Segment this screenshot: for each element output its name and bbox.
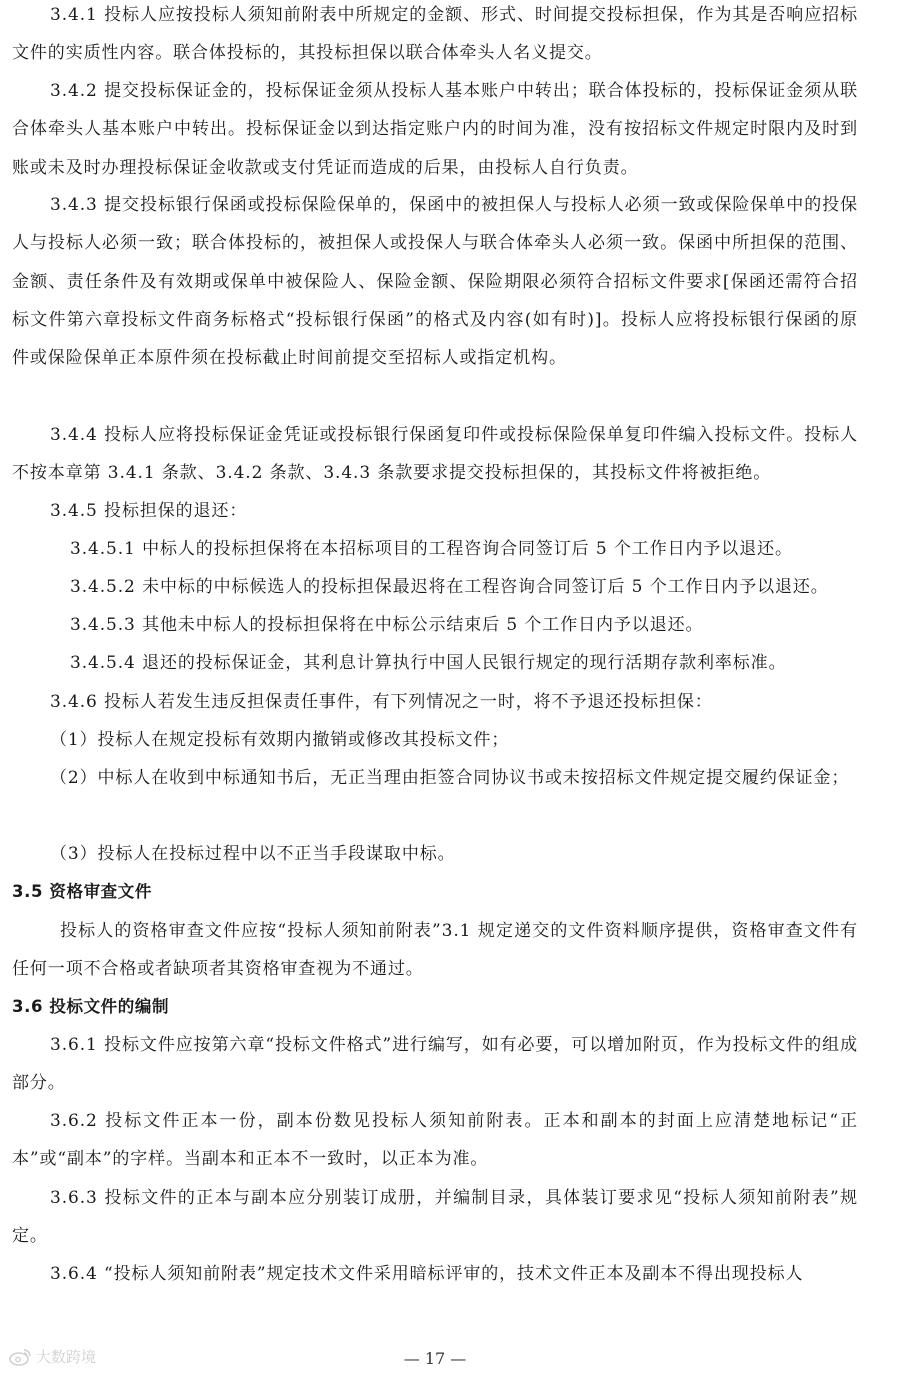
- paragraph-3-4-1: 3.4.1 投标人应按投标人须知前附表中所规定的金额、形式、时间提交投标担保，作为其是否响应招标文件的实质性内容。联合体投标的，其投标担保以联合体牵头人名义提交。: [12, 5, 858, 64]
- paragraph-3-4-5: 3.4.5 投标担保的退还：: [50, 501, 248, 521]
- paragraph-3-6-1: 3.6.1 投标文件应按第六章“投标文件格式”进行编写，如有必要，可以增加附页，作为投标文件的组成部分。: [12, 1035, 858, 1094]
- paragraph-3-6-2: 3.6.2 投标文件正本一份，副本份数见投标人须知前附表。正本和副本的封面上应清楚地标记“正本”或“副本”的字样。当副本和正本不一致时，以正本为准。: [12, 1111, 858, 1170]
- paragraph-3-4-6: 3.4.6 投标人若发生违反担保责任事件，有下列情况之一时，将不予退还投标担保：: [50, 692, 713, 712]
- paragraph-3-6-3: 3.6.3 投标文件的正本与副本应分别装订成册，并编制目录，具体装订要求见“投标人须知前附表”规定。: [12, 1188, 858, 1247]
- paragraph-3-6-4: 3.6.4 “投标人须知前附表”规定技术文件采用暗标评审的，技术文件正本及副本不得出现投标人: [50, 1264, 804, 1284]
- paragraph-3-4-2: 3.4.2 提交投标保证金的，投标保证金须从投标人基本账户中转出；联合体投标的，投标保证金须从联合体牵头人基本账户中转出。投标保证金以到达指定账户内的时间为准，没有按招标文件规定时限内及时到账或未及时办理投标保证金收款或支付凭证而造成的后果，由投标人自行负责。: [12, 81, 858, 178]
- paragraph-3-4-5-4: 3.4.5.4 退还的投标保证金，其利息计算执行中国人民银行规定的现行活期存款利率标准。: [70, 653, 787, 673]
- paragraph-3-4-5-1: 3.4.5.1 中标人的投标担保将在本招标项目的工程咨询合同签订后 5 个工作日内予以退还。: [70, 539, 793, 559]
- paragraph-3-4-5-3: 3.4.5.3 其他未中标人的投标担保将在中标公示结束后 5 个工作日内予以退还。: [70, 615, 704, 635]
- section-heading-3-6: 3.6 投标文件的编制: [12, 997, 170, 1016]
- list-item-3-4-6-1: （1）投标人在规定投标有效期内撤销或修改其投标文件；: [50, 730, 510, 750]
- paragraph-3-4-5-2: 3.4.5.2 未中标的中标候选人的投标担保最迟将在工程咨询合同签订后 5 个工作日内予以退还。: [70, 577, 829, 597]
- section-heading-3-5: 3.5 资格审查文件: [12, 882, 152, 901]
- list-item-3-4-6-3: （3）投标人在投标过程中以不正当手段谋取中标。: [50, 844, 456, 864]
- list-item-3-4-6-2: （2）中标人在收到中标通知书后，无正当理由拒签合同协议书或未按招标文件规定提交履约保证金；: [50, 768, 850, 788]
- paragraph-3-4-4: 3.4.4 投标人应将投标保证金凭证或投标银行保函复印件或投标保险保单复印件编入投标文件。投标人不按本章第 3.4.1 条款、3.4.2 条款、3.4.3 条款要求提交投标担保的，其投标文件将被拒绝。: [12, 425, 858, 484]
- paragraph-3-5: 投标人的资格审查文件应按“投标人须知前附表”3.1 规定递交的文件资料顺序提供，资格审查文件有任何一项不合格或者缺项者其资格审查视为不通过。: [12, 921, 858, 980]
- paragraph-3-4-3: 3.4.3 提交投标银行保函或投标保险保单的，保函中的被担保人与投标人必须一致或保险保单中的投保人与投标人必须一致；联合体投标的，被担保人或投保人与联合体牵头人必须一致。保函中所担保的范围、金额、责任条件及有效期或保单中被保险人、保险金额、保险期限必须符合招标文件要求[保函还需符合招标文件第六章投标文件商务标格式“投标银行保函”的格式及内容(如有时)]。投标人应将投标银行保函的原件或保险保单正本原件须在投标截止时间前提交至招标人或指定机构。: [12, 195, 858, 369]
- watermark-text: 大数跨境: [36, 1348, 97, 1366]
- page-number: — 17 —: [403, 1349, 467, 1368]
